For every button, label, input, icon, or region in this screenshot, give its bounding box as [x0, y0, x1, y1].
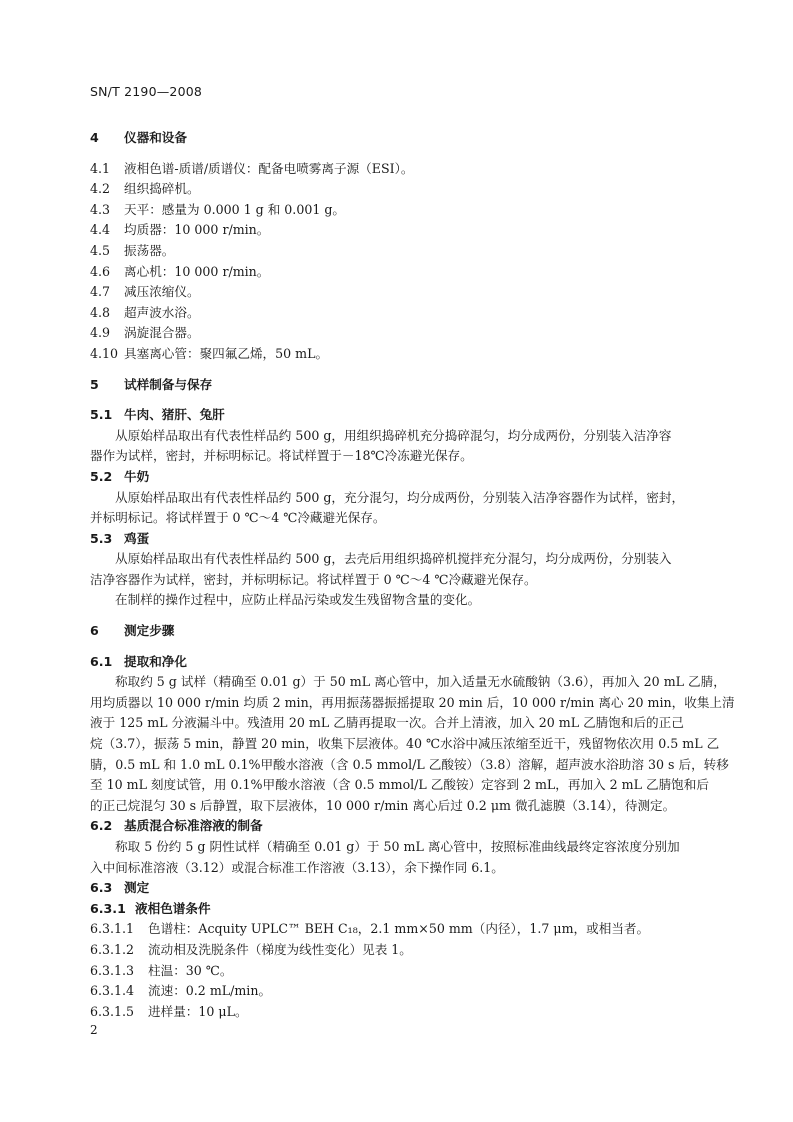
- section-heading-5: 5 试样制备与保存: [90, 376, 213, 392]
- clause-4-1: 4.1 液相色谱-质谱/质谱仪：配备电喷雾离子源（ESI）。: [90, 160, 414, 176]
- paragraph-line: 器作为试样，密封，并标明标记。将试样置于－18℃冷冻避光保存。: [90, 448, 473, 464]
- section-heading-4: 4 仪器和设备: [90, 130, 187, 145]
- paragraph-line: 至 10 mL 刻度试管，用 0.1%甲酸水溶液（含 0.5 mmol/L 乙酸铵）定容到 2 mL，再加入 2 mL 乙腈饱和后: [90, 777, 709, 793]
- page-number: 2: [90, 1023, 98, 1037]
- paragraph-line: 的正己烷混匀 30 s 后静置，取下层液体，10 000 r/min 离心后过 0.2 μm 微孔滤膜（3.14），待测定。: [90, 797, 676, 813]
- standard-code: SN/T 2190—2008: [90, 84, 203, 99]
- clause-4-9: 4.9 涡旋混合器。: [90, 325, 200, 341]
- paragraph-note: 在制样的操作过程中，应防止样品污染或发生残留物含量的变化。: [115, 592, 481, 608]
- paragraph-line: 从原始样品取出有代表性样品约 500 g，去壳后用组织捣碎机搅拌充分混匀，均分成两份，分别装入: [115, 551, 672, 567]
- paragraph-line: 从原始样品取出有代表性样品约 500 g，充分混匀，均分成两份，分别装入洁净容器作为试样，密封，: [115, 489, 685, 505]
- paragraph-line: 从原始样品取出有代表性样品约 500 g，用组织捣碎机充分捣碎混匀，均分成两份，分别装入洁净容: [115, 427, 672, 443]
- clause-6-3-1-1: 6.3.1.1 色谱柱：Acquity UPLC™ BEH C₁₈，2.1 mm×50 mm（内径），1.7 μm，或相当者。: [90, 921, 650, 937]
- section-heading-6: 6 测定步骤: [90, 623, 175, 639]
- document-body: [90, 128, 735, 1022]
- paragraph-line: 液于 125 mL 分液漏斗中。残渣用 20 mL 乙腈再提取一次。合并上清液，加入 20 mL 乙腈饱和后的正己: [90, 715, 684, 731]
- clause-6-3-1-4: 6.3.1.4 流速：0.2 mL/min。: [90, 983, 272, 999]
- paragraph-line: 并标明标记。将试样置于 0 ℃～4 ℃冷藏避光保存。: [90, 510, 386, 526]
- clause-4-5: 4.5 振荡器。: [90, 242, 175, 258]
- clause-4-8: 4.8 超声波水浴。: [90, 304, 200, 320]
- paragraph-line: 腈，0.5 mL 和 1.0 mL 0.1%甲酸水溶液（含 0.5 mmol/L 乙酸铵）（3.8）溶解，超声波水浴助溶 30 s 后，转移: [90, 756, 729, 772]
- paragraph-line: 烷（3.7），振荡 5 min，静置 20 min，收集下层液体。40 ℃水浴中减压浓缩至近干，残留物依次用 0.5 mL 乙: [90, 736, 720, 752]
- clause-6-3-1-5: 6.3.1.5 进样量：10 μL。: [90, 1003, 248, 1019]
- clause-6-3-1-2: 6.3.1.2 流动相及洗脱条件（梯度为线性变化）见表 1。: [90, 941, 412, 957]
- clause-heading-6-3: 6.3 测定: [90, 880, 150, 896]
- clause-4-2: 4.2 组织捣碎机。: [90, 181, 200, 197]
- clause-heading-5-2: 5.2 牛奶: [90, 468, 150, 484]
- clause-4-3: 4.3 天平：感量为 0.000 1 g 和 0.001 g。: [90, 201, 346, 217]
- clause-heading-5-3: 5.3 鸡蛋: [90, 530, 150, 546]
- paragraph-line: 称取约 5 g 试样（精确至 0.01 g）于 50 mL 离心管中，加入适量无水硫酸钠（3.6），再加入 20 mL 乙腈，: [115, 674, 726, 690]
- clause-heading-6-1: 6.1 提取和净化: [90, 653, 187, 669]
- clause-heading-6-3-1: 6.3.1 液相色谱条件: [90, 900, 211, 916]
- clause-heading-5-1: 5.1 牛肉、猪肝、兔肝: [90, 407, 225, 423]
- paragraph-line: 称取 5 份约 5 g 阴性试样（精确至 0.01 g）于 50 mL 离心管中，按照标准曲线最终定容浓度分别加: [115, 839, 680, 854]
- clause-heading-6-2: 6.2 基质混合标准溶液的制备: [90, 818, 263, 834]
- clause-6-3-1-3: 6.3.1.3 柱温：30 ℃。: [90, 962, 233, 978]
- clause-4-6: 4.6 离心机：10 000 r/min。: [90, 263, 270, 279]
- clause-4-10: 4.10 具塞离心管：聚四氟乙烯，50 mL。: [90, 345, 329, 361]
- clause-4-7: 4.7 减压浓缩仪。: [90, 284, 200, 300]
- paragraph-line: 用均质器以 10 000 r/min 均质 2 min，再用振荡器振摇提取 20 min 后，10 000 r/min 离心 20 min，收集上清: [90, 694, 735, 710]
- clause-4-4: 4.4 均质器：10 000 r/min。: [90, 222, 270, 238]
- paragraph-line: 洁净容器作为试样，密封，并标明标记。将试样置于 0 ℃～4 ℃冷藏避光保存。: [90, 571, 537, 587]
- paragraph-line: 入中间标准溶液（3.12）或混合标准工作溶液（3.13），余下操作同 6.1。: [90, 859, 504, 875]
